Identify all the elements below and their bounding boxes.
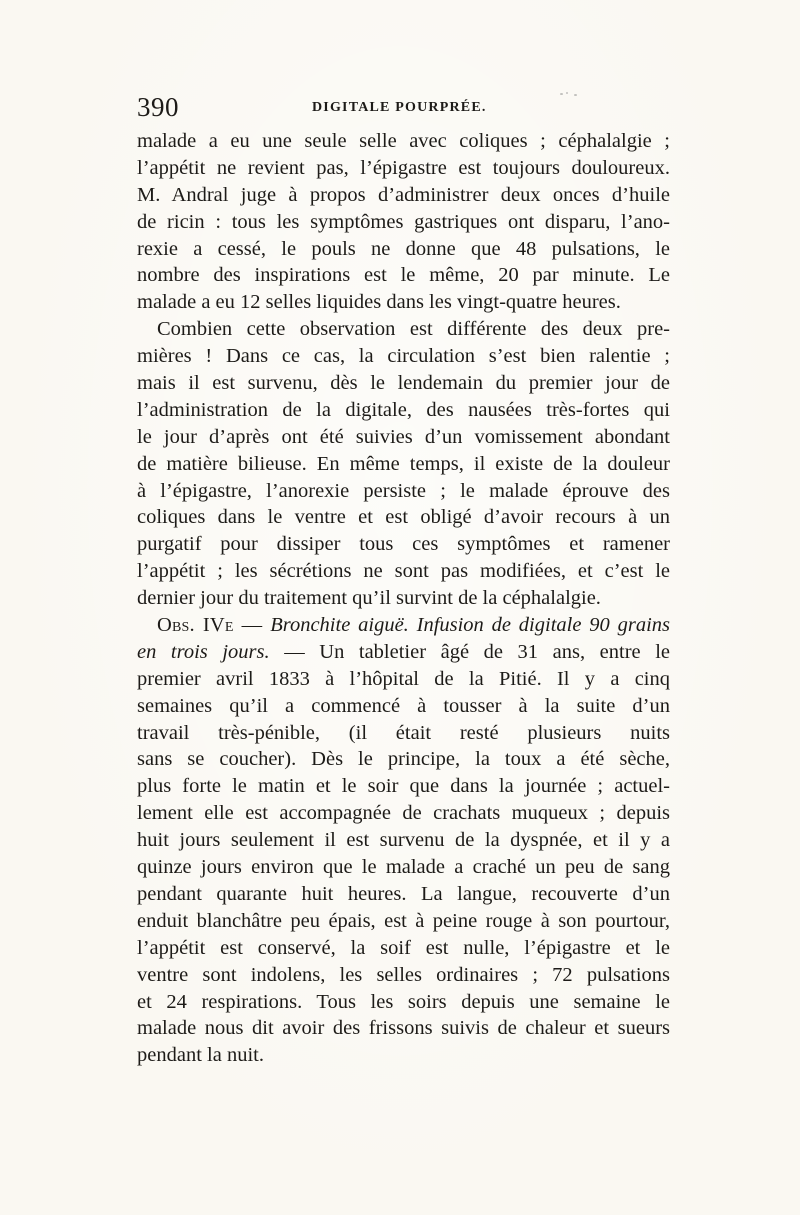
page-number: 390 [137, 92, 179, 122]
observation-title-continued: en trois jours. [137, 640, 270, 663]
text-line [137, 639, 670, 666]
text-line: huit jours seulement il est survenu de la dyspnée, et il y a [137, 829, 670, 852]
text-line: ventre sont indolens, les selles ordinaires ; 72 pulsations [137, 963, 670, 986]
paper-speck [566, 92, 568, 94]
paper-speck [560, 93, 563, 95]
text-line: dernier jour du traitement qu’il survint de la céphalalgie. [137, 587, 601, 610]
text-line: et 24 respirations. Tous les soirs depuis une semaine le [137, 990, 670, 1013]
text-line: enduit blanchâtre peu épais, est à peine rouge à son pourtour, [137, 909, 670, 932]
text-line: rexie a cessé, le pouls ne donne que 48 pulsations, le [137, 237, 670, 260]
observation-title: Bronchite aiguë. Infusion de digitale 90 grains [270, 614, 670, 637]
text-line: coliques dans le ventre et est obligé d’avoir recours à un [137, 506, 670, 529]
text-line: travail très-pénible, (il était resté plusieurs nuits [137, 721, 670, 744]
text-line: mières ! Dans ce cas, la circulation s’est bien ralentie ; [137, 345, 670, 368]
observation-text: — Un tabletier âgé de 31 ans, entre le [284, 640, 670, 663]
text-line: l’administration de la digitale, des nausées très-fortes qui [137, 398, 670, 421]
text-line: mais il est survenu, dès le lendemain du premier jour de [137, 372, 670, 395]
page-header [137, 92, 667, 122]
text-line: semaines qu’il a commencé à tousser à la suite d’un [137, 694, 670, 717]
text-line: l’appétit ; les sécrétions ne sont pas modifiées, et c’est le [137, 560, 670, 583]
text-line: l’appétit ne revient pas, l’épigastre est toujours douloureux. [137, 156, 670, 179]
text-line: sans se coucher). Dès le principe, la toux a été sèche, [137, 748, 670, 771]
text-line: pendant la nuit. [137, 1044, 264, 1067]
text-line: lement elle est accompagnée de crachats muqueux ; depuis [137, 802, 670, 825]
text-line: M. Andral juge à propos d’administrer deux onces d’huile [137, 183, 670, 206]
text-line: plus forte le matin et le soir que dans la journée ; actuel- [137, 775, 670, 798]
text-line: à l’épigastre, l’anorexie persiste ; le malade éprouve des [137, 479, 670, 502]
text-line: de ricin : tous les symptômes gastriques ont disparu, l’ano- [137, 210, 670, 233]
text-line: premier avril 1833 à l’hôpital de la Pitié. Il y a cinq [137, 667, 670, 690]
text-line: le jour d’après ont été suivies d’un vomissement abondant [137, 425, 670, 448]
paper-speck [574, 94, 577, 96]
text-line: purgatif pour dissiper tous ces symptômes et ramener [137, 533, 670, 556]
running-title: DIGITALE POURPRÉE. [312, 100, 487, 115]
text-line: de matière bilieuse. En même temps, il existe de la douleur [137, 452, 670, 475]
text-line: pendant quarante huit heures. La langue, recouverte d’un [137, 882, 670, 905]
text-line: malade a eu une seule selle avec coliques ; céphalalgie ; [137, 130, 670, 152]
text-line: malade a eu 12 selles liquides dans les vingt-quatre heures. [137, 291, 621, 314]
text-line: l’appétit est conservé, la soif est nulle, l’épigastre et le [137, 936, 670, 959]
text-line: Combien cette observation est différente des deux pre- [157, 318, 670, 341]
observation-heading [137, 612, 670, 639]
observation-number: Obs. IVe — [157, 614, 263, 637]
text-line: quinze jours environ que le malade a craché un peu de sang [137, 856, 670, 879]
text-line: nombre des inspirations est le même, 20 par minute. Le [137, 264, 670, 287]
body-text [137, 128, 670, 1069]
text-line: malade nous dit avoir des frissons suivis de chaleur et sueurs [137, 1017, 670, 1040]
